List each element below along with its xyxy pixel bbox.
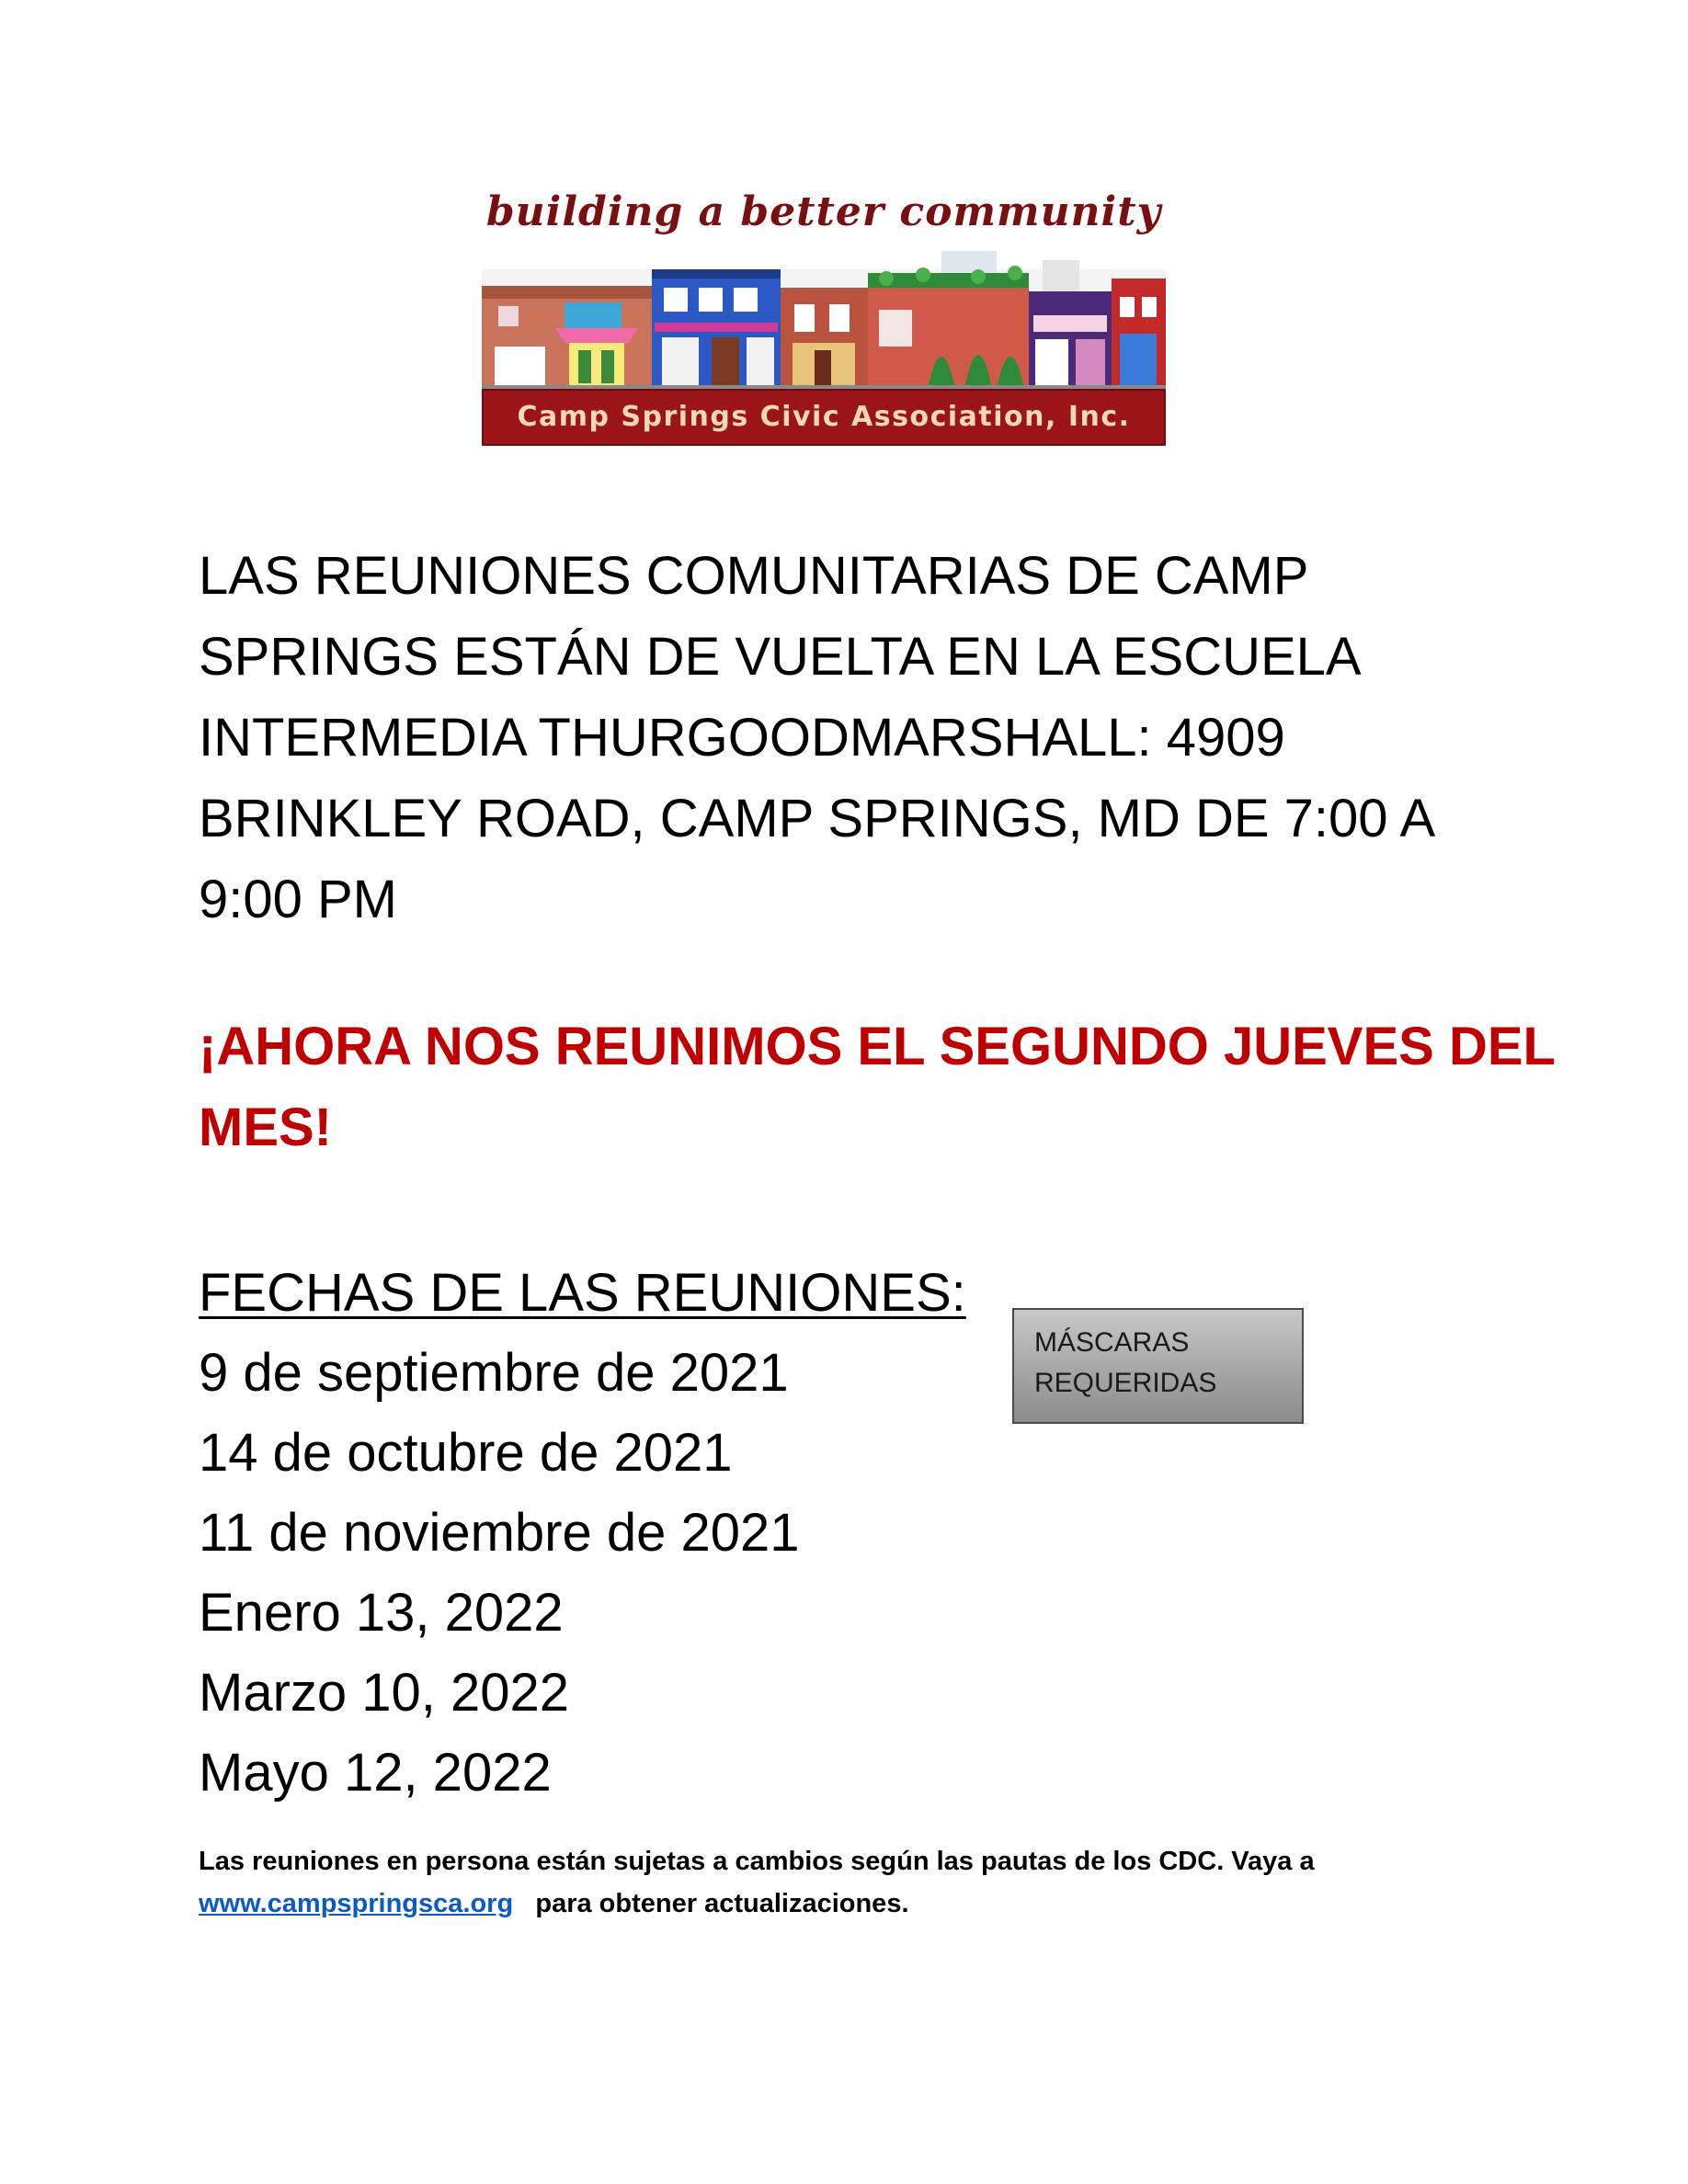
meeting-date: Marzo 10, 2022 bbox=[199, 1663, 570, 1723]
meeting-date: 14 de octubre de 2021 bbox=[199, 1423, 733, 1483]
meeting-date: Enero 13, 2022 bbox=[199, 1583, 564, 1643]
meeting-location-heading: LAS REUNIONES COMUNITARIAS DE CAMP SPRINGS ESTÁN DE VUELTA EN LA ESCUELA INTERMEDIA THURGOODMARSHALL: 4909 BRINKLEY ROAD, CAMP SPRINGS, MD DE 7:00 A 9:00 PM bbox=[199, 546, 1432, 929]
meeting-dates-title: FECHAS DE LAS REUNIONES: bbox=[199, 1263, 966, 1323]
footer-text-before: Las reuniones en persona están sujetas a cambios según las pautas de los CDC. Vaya a bbox=[199, 1847, 1315, 1876]
storefronts-illustration bbox=[482, 251, 1166, 389]
logo-banner: Camp Springs Civic Association, Inc. bbox=[482, 389, 1166, 446]
meeting-dates-list bbox=[199, 1333, 800, 1813]
meeting-date: 11 de noviembre de 2021 bbox=[199, 1503, 800, 1563]
footer-note bbox=[199, 1840, 1486, 1925]
website-link[interactable]: www.campspringsca.org bbox=[199, 1889, 514, 1918]
logo-tagline: building a better community bbox=[485, 188, 1162, 235]
mask-notice-line2: REQUERIDAS bbox=[1034, 1368, 1217, 1398]
footer-text-after: para obtener actualizaciones. bbox=[535, 1889, 909, 1918]
meeting-date: Mayo 12, 2022 bbox=[199, 1743, 552, 1803]
meeting-schedule-announcement: ¡AHORA NOS REUNIMOS EL SEGUNDO JUEVES DEL MES! bbox=[199, 1017, 1555, 1157]
meeting-date: 9 de septiembre de 2021 bbox=[199, 1343, 789, 1403]
logo bbox=[482, 188, 1166, 446]
mask-notice-line1: MÁSCARAS bbox=[1034, 1327, 1190, 1358]
masks-required-notice bbox=[1012, 1308, 1304, 1424]
